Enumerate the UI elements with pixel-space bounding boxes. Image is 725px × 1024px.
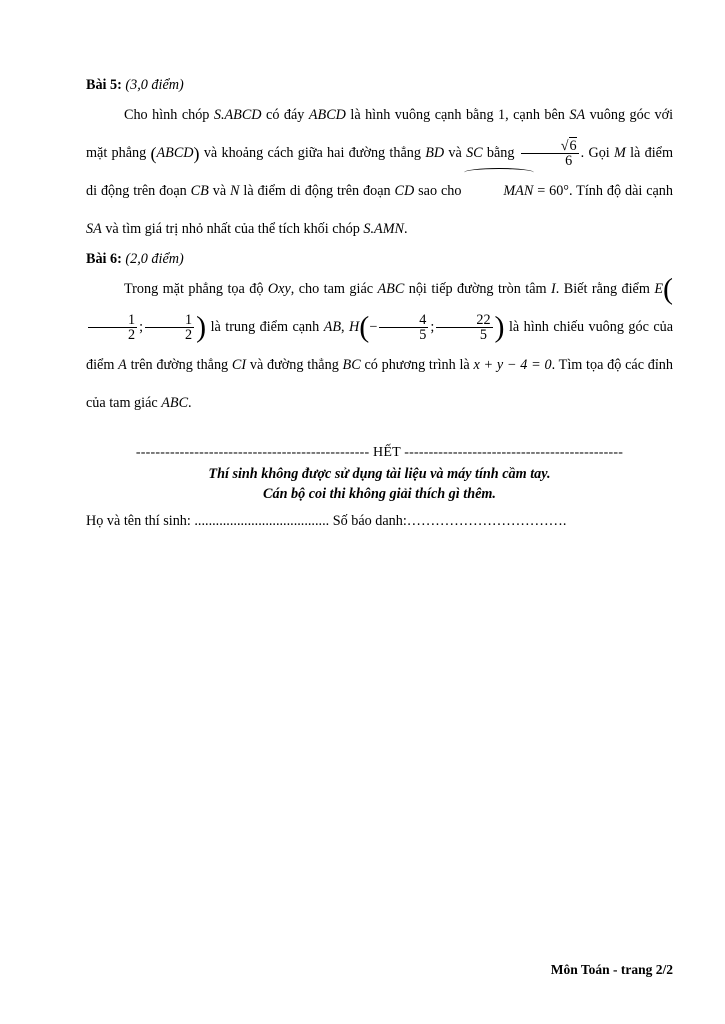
note-no-materials: Thí sinh không được sử dụng tài liệu và máy tính cầm tay. — [208, 466, 551, 482]
problem-6-points: (2,0 điểm) — [125, 251, 184, 267]
problem-6-label: Bài 6: — [86, 251, 122, 267]
problem-5-points: (3,0 điểm) — [125, 77, 184, 93]
page-footer: Môn Toán - trang 2/2 — [550, 962, 673, 977]
h-y-fraction: $\frac{22}{5}$ — [436, 313, 492, 342]
end-separator: ------------------------------------------------ HẾT --------------------------------------------- — [135, 445, 624, 460]
problem-5-text: Cho hình chóp S.ABCD có đáy ABCD là hình vuông cạnh bằng 1, cạnh bên SA vuông góc với mặt phẳng (ABCD) và khoảng cách giữa hai đường thẳng BD và SC bằng $\frac{√6}{6}$ . Gọi M là điểm di động trên đoạn CB và N là điểm di động trên đoạn CD sao cho MAN = 60°. Tính độ dài cạnh SA và tìm giá trị nhỏ nhất của thể tích khối chóp S.AMN. — [86, 107, 674, 237]
sqrt6-over-6-fraction: $\frac{√6}{6}$ — [521, 139, 579, 168]
exam-content — [86, 74, 673, 532]
candidate-id-label: Số báo danh: — [329, 513, 407, 529]
candidate-name-field: ...................................... — [194, 513, 330, 529]
candidate-id-field: ……………………………. — [406, 513, 567, 529]
h-x-fraction: $\frac{4}{5}$ — [379, 313, 428, 342]
problem-5-label: Bài 5: — [86, 77, 122, 93]
note-no-explanation: Cán bộ coi thi không giải thích gì thêm. — [263, 486, 496, 502]
problem-6-heading — [86, 248, 673, 270]
e-y-fraction: $\frac{1}{2}$ — [145, 313, 194, 342]
candidate-name-label: Họ và tên thí sinh: — [86, 513, 195, 529]
angle-man: MAN — [465, 172, 533, 210]
e-x-fraction: $\frac{1}{2}$ — [88, 313, 137, 342]
problem-6-text: Trong mặt phẳng tọa độ Oxy, cho tam giác ABC nội tiếp đường tròn tâm I. Biết rằng điểm E( $\frac{1}{2}$ ; $\frac{1}{2}$ ) là trung điểm cạnh AB, H(− $\frac{4}{5}$ ; $\frac{22}{5}$ ) là hình chiếu vuông góc của điểm A trên đường thẳng CI và đường thẳng BC có phương trình là x + y − 4 = 0. Tìm tọa độ các đỉnh của tam giác ABC. — [86, 272, 674, 411]
candidate-info-line — [86, 510, 673, 532]
problem-5-heading — [86, 74, 673, 96]
